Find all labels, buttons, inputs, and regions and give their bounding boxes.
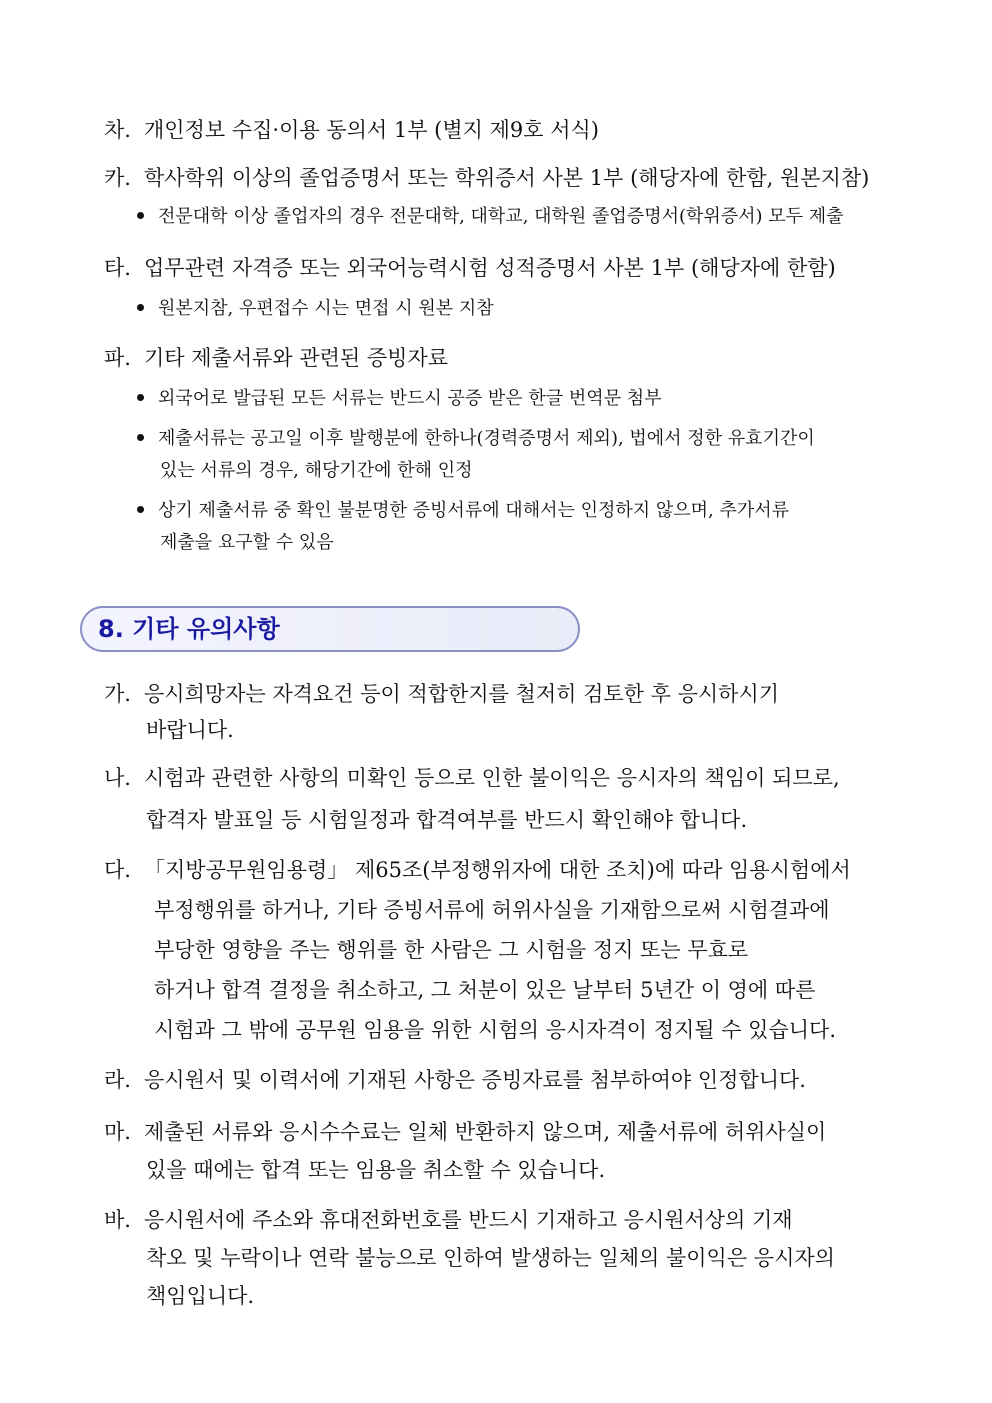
note-da-cont-1: 부정행위를 하거나, 기타 증빙서류에 허위사실을 기재함으로써 시험결과에 [154,898,830,922]
note-text: 시험과 관련한 사항의 미확인 등으로 인한 불이익은 응시자의 책임이 되므로, [144,766,840,790]
bullet-dot-icon [137,304,144,311]
bullet-ka-1 [137,202,912,232]
item-mark: 타. [104,256,131,280]
note-mark: 바. [104,1208,131,1232]
bullet-pa-2-cont: 있는 서류의 경우, 해당기간에 한해 인정 [160,460,473,481]
item-text: 학사학위 이상의 졸업증명서 또는 학위증서 사본 1부 (해당자에 한함, 원본지참) [144,166,870,190]
bullet-dot-icon [137,434,144,441]
item-ta [104,250,910,286]
bullet-text: 상기 제출서류 중 확인 불분명한 증빙서류에 대해서는 인정하지 않으며, 추가서류 [158,500,790,521]
item-mark: 카. [104,166,131,190]
bullet-ta-1 [137,294,912,324]
item-mark: 차. [104,118,131,142]
note-na [104,760,910,796]
bullet-pa-1 [137,384,912,414]
item-text: 업무관련 자격증 또는 외국어능력시험 성적증명서 사본 1부 (해당자에 한함) [144,256,836,280]
note-text: 응시원서에 주소와 휴대전화번호를 반드시 기재하고 응시원서상의 기재 [144,1208,793,1232]
note-ba-cont-1: 착오 및 누락이나 연락 불능으로 인하여 발생하는 일체의 불이익은 응시자의 [146,1246,835,1270]
item-mark: 파. [104,346,131,370]
item-text: 기타 제출서류와 관련된 증빙자료 [144,346,449,370]
item-pa [104,340,910,376]
bullet-pa-2 [137,424,912,454]
note-ba-cont-2: 책임입니다. [146,1284,255,1308]
note-da-cont-2: 부당한 영향을 주는 행위를 한 사람은 그 시험을 정지 또는 무효로 [154,938,749,962]
bullet-dot-icon [137,506,144,513]
bullet-text: 전문대학 이상 졸업자의 경우 전문대학, 대학교, 대학원 졸업증명서(학위증서) 모두 제출 [158,206,844,227]
note-ga [104,676,910,712]
note-na-cont: 합격자 발표일 등 시험일정과 합격여부를 반드시 확인해야 합니다. [146,808,748,832]
note-text: 제출된 서류와 응시수수료는 일체 반환하지 않으며, 제출서류에 허위사실이 [144,1120,827,1144]
bullet-pa-3 [137,496,912,526]
note-ma-cont: 있을 때에는 합격 또는 임용을 취소할 수 있습니다. [146,1158,606,1182]
bullet-text: 외국어로 발급된 모든 서류는 반드시 공증 받은 한글 번역문 첨부 [158,388,662,409]
note-ra [104,1062,910,1098]
note-mark: 다. [104,858,131,882]
note-mark: 마. [104,1120,131,1144]
item-text: 개인정보 수집·이용 동의서 1부 (별지 제9호 서식) [144,118,599,142]
bullet-text: 원본지참, 우편접수 시는 면접 시 원본 지참 [158,298,494,319]
note-mark: 나. [104,766,131,790]
note-text: 응시원서 및 이력서에 기재된 사항은 증빙자료를 첨부하여야 인정합니다. [144,1068,806,1092]
bullet-dot-icon [137,212,144,219]
item-ka [104,160,910,196]
note-da [104,852,910,888]
bullet-text: 제출서류는 공고일 이후 발행분에 한하나(경력증명서 제외), 법에서 정한 유효기간이 [158,428,815,449]
bullet-dot-icon [137,394,144,401]
note-ma [104,1114,910,1150]
note-text: 「지방공무원임용령」 제65조(부정행위자에 대한 조치)에 따라 임용시험에서 [144,858,851,882]
bullet-pa-3-cont: 제출을 요구할 수 있음 [160,532,334,553]
note-da-cont-3: 하거나 합격 결정을 취소하고, 그 처분이 있은 날부터 5년간 이 영에 따른 [154,978,816,1002]
note-ga-cont: 바랍니다. [146,718,234,742]
note-mark: 가. [104,682,131,706]
note-ba [104,1202,910,1238]
section-title: 8. 기타 유의사항 [98,615,280,643]
item-cha [104,112,910,148]
note-da-cont-4: 시험과 그 밖에 공무원 임용을 위한 시험의 응시자격이 정지될 수 있습니다. [154,1018,837,1042]
note-mark: 라. [104,1068,131,1092]
note-text: 응시희망자는 자격요건 등이 적합한지를 철저히 검토한 후 응시하시기 [144,682,780,706]
